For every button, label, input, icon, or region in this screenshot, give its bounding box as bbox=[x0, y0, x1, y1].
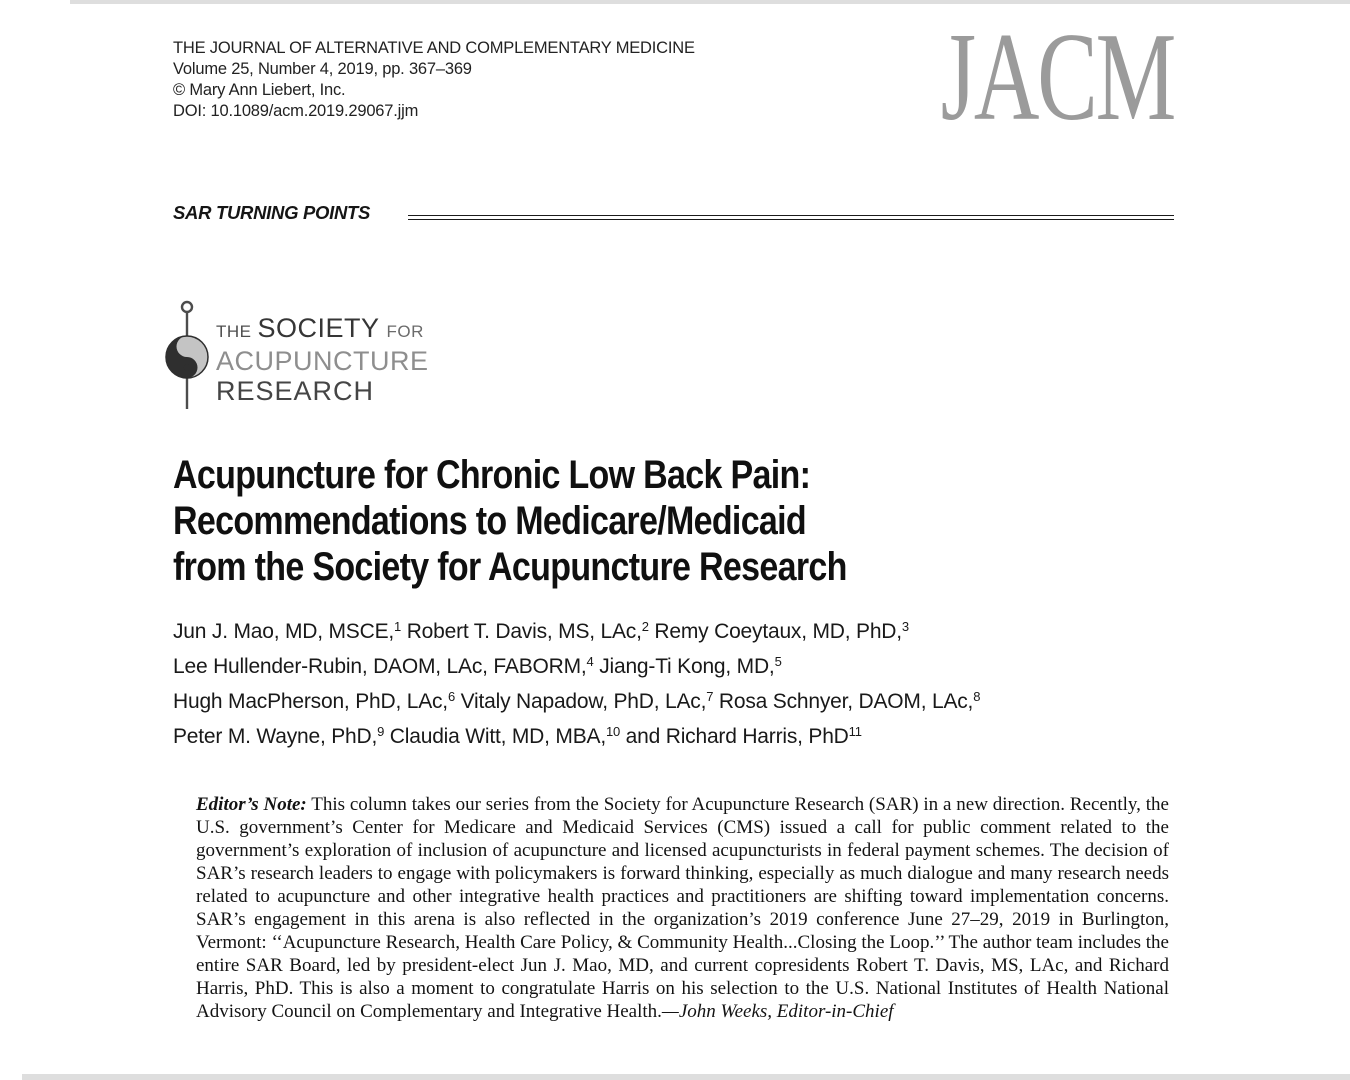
article-title bbox=[173, 452, 847, 590]
sar-logo-line1 bbox=[216, 313, 429, 344]
author-name: Remy Coeytaux, MD, PhD, bbox=[648, 620, 902, 643]
author-affiliation-superscript: 4 bbox=[586, 653, 594, 669]
author-line bbox=[173, 649, 980, 684]
acupuncture-needle-yinyang-icon bbox=[164, 297, 210, 413]
sar-logo-for: FOR bbox=[386, 322, 424, 341]
author-name: Lee Hullender-Rubin, DAOM, LAc, FABORM, bbox=[173, 655, 587, 678]
author-name: Rosa Schnyer, DAOM, LAc, bbox=[713, 690, 974, 713]
author-list bbox=[173, 614, 980, 754]
author-affiliation-superscript: 3 bbox=[901, 618, 909, 634]
sar-society-logo bbox=[164, 297, 429, 413]
section-label: SAR TURNING POINTS bbox=[173, 202, 371, 223]
scan-edge-top bbox=[70, 0, 1350, 4]
author-affiliation-superscript: 2 bbox=[641, 618, 649, 634]
journal-header-line: Volume 25, Number 4, 2019, pp. 367–369 bbox=[173, 60, 472, 78]
sar-logo-text bbox=[216, 297, 429, 405]
author-line bbox=[173, 614, 980, 649]
journal-header bbox=[173, 38, 695, 122]
journal-header-line: © Mary Ann Liebert, Inc. bbox=[173, 81, 346, 99]
jacm-journal-logo: JACM bbox=[940, 8, 1174, 147]
author-affiliation-superscript: 7 bbox=[706, 688, 714, 704]
sar-logo-acupuncture: ACUPUNCTURE bbox=[216, 346, 429, 376]
author-affiliation-superscript: 9 bbox=[377, 723, 385, 739]
sar-logo-the: THE bbox=[216, 322, 252, 341]
article-title-line: from the Society for Acupuncture Research bbox=[173, 545, 847, 589]
author-affiliation-superscript: 8 bbox=[973, 688, 981, 704]
author-name: Peter M. Wayne, PhD, bbox=[173, 725, 378, 748]
scan-edge-bottom bbox=[22, 1074, 1350, 1080]
author-affiliation-superscript: 11 bbox=[848, 723, 862, 739]
author-name: Jiang-Ti Kong, MD, bbox=[593, 655, 775, 678]
author-affiliation-superscript: 1 bbox=[394, 618, 402, 634]
author-line bbox=[173, 684, 980, 719]
author-affiliation-superscript: 5 bbox=[774, 653, 782, 669]
article-title-line: Acupuncture for Chronic Low Back Pain: bbox=[173, 453, 811, 497]
author-name: Claudia Witt, MD, MBA, bbox=[384, 725, 606, 748]
editor-note bbox=[196, 793, 1169, 1023]
article-title-line: Recommendations to Medicare/Medicaid bbox=[173, 499, 807, 543]
author-name: Vitaly Napadow, PhD, LAc, bbox=[454, 690, 707, 713]
journal-header-line: DOI: 10.1089/acm.2019.29067.jjm bbox=[173, 102, 419, 120]
editor-note-lead: Editor’s Note: bbox=[196, 794, 307, 815]
author-affiliation-superscript: 6 bbox=[447, 688, 455, 704]
author-name: Hugh MacPherson, PhD, LAc, bbox=[173, 690, 448, 713]
sar-logo-research: RESEARCH bbox=[216, 376, 375, 406]
journal-header-line: THE JOURNAL OF ALTERNATIVE AND COMPLEMENTARY MEDICINE bbox=[173, 39, 695, 57]
editor-note-body: This column takes our series from the Society for Acupuncture Research (SAR) in a new direction. Recently, the U.S. government’s Center for Medicare and Medicaid Services (CMS) issued a call for public comment related to the government’s exploration of inclusion of acupuncture and licensed acupuncturists in federal payment schemes. The decision of SAR’s research leaders to engage with policymakers is forward thinking, especially as much dialogue and many research needs related to acupuncture and other integrative health practices and practitioners are shifting toward implementation concerns. SAR’s engagement in this arena is also reflected in the organization’s 2019 conference June 27–29, 2019 in Burlington, Vermont: ‘‘Acupuncture Research, Health Care Policy, & Community Health...Closing the Loop.’’ The author team includes the entire SAR Board, led by president-elect Jun J. Mao, MD, and current copresidents Robert T. Davis, MS, LAc, and Richard Harris, PhD. This is also a moment to congratulate Harris on his selection to the U.S. National Institutes of Health National Advisory Council on Complementary and Integrative Health. bbox=[196, 794, 1169, 1022]
editor-note-signature: —John Weeks, Editor-in-Chief bbox=[661, 1001, 894, 1022]
author-name: Robert T. Davis, MS, LAc, bbox=[401, 620, 642, 643]
author-name: and Richard Harris, PhD bbox=[620, 725, 849, 748]
section-rule bbox=[408, 215, 1174, 220]
author-name: Jun J. Mao, MD, MSCE, bbox=[173, 620, 395, 643]
author-line bbox=[173, 719, 980, 754]
sar-logo-society: SOCIETY bbox=[257, 313, 380, 343]
author-affiliation-superscript: 10 bbox=[605, 723, 621, 739]
